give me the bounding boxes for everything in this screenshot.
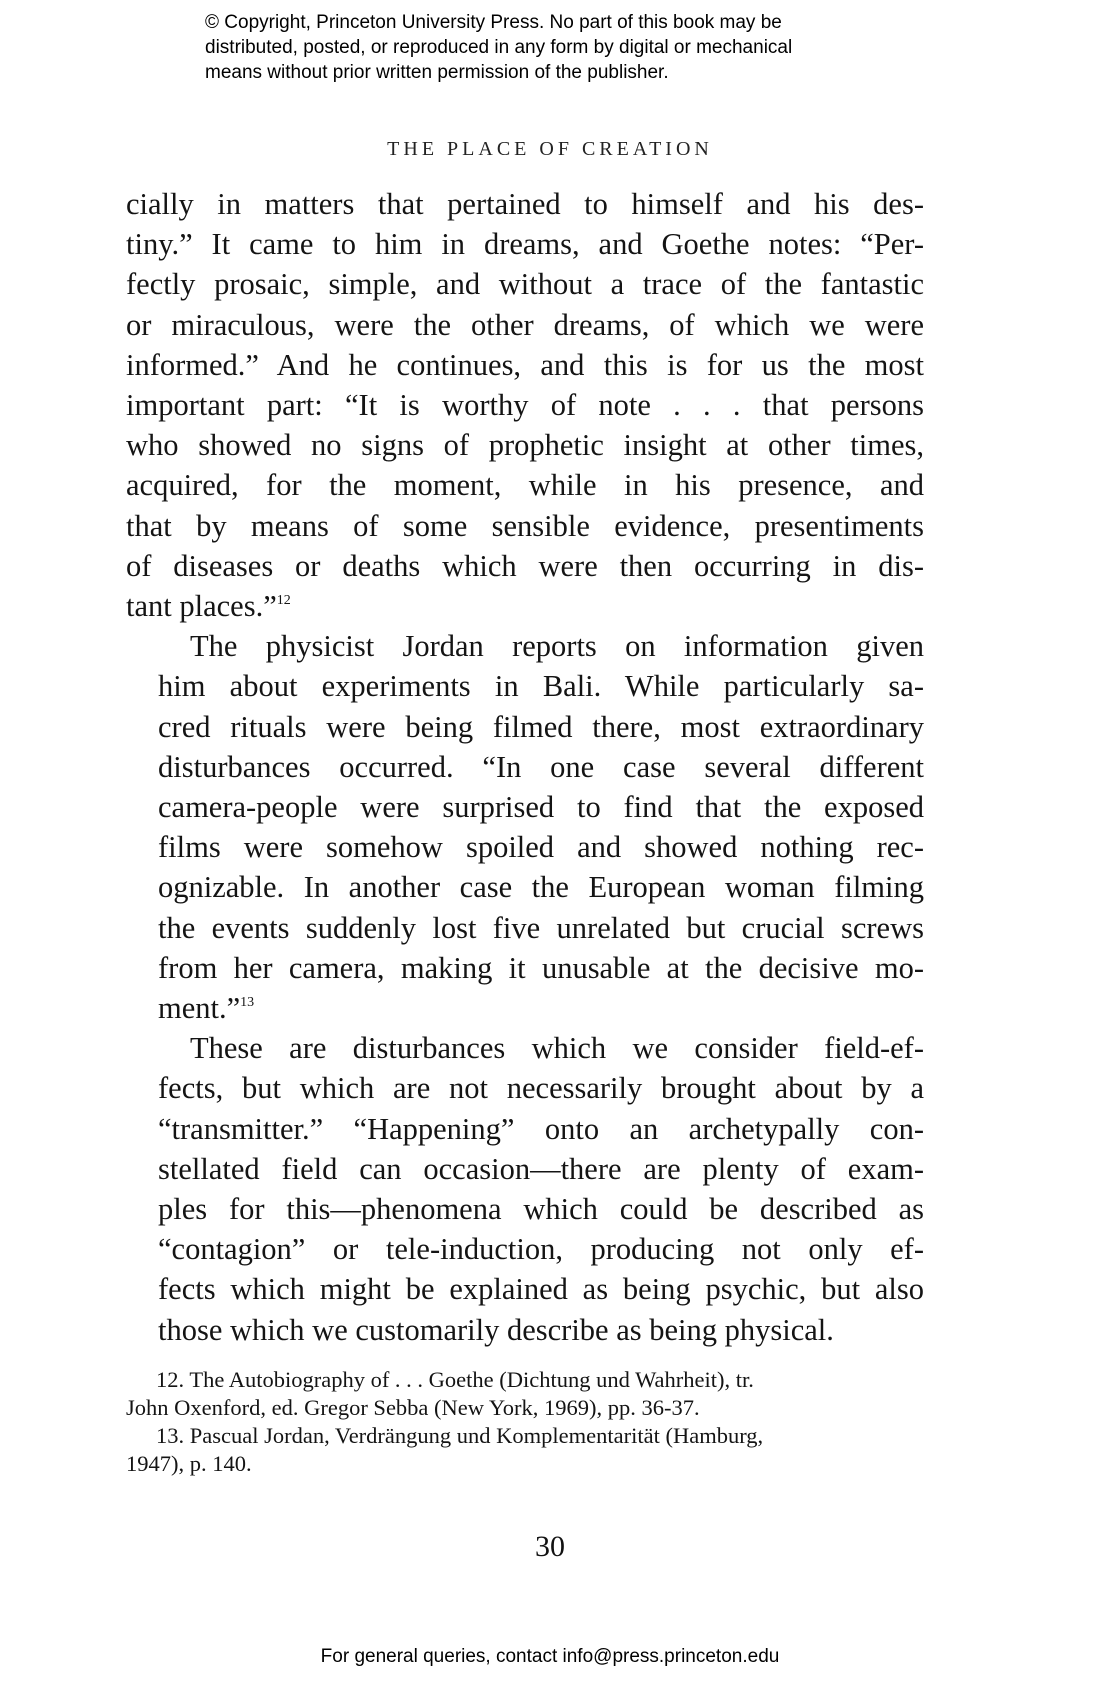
copyright-line: distributed, posted, or reproduced in any form by digital or mechanical — [205, 37, 793, 58]
footnote-ref: 12 — [276, 593, 291, 609]
text-line-content: ment.” — [158, 991, 241, 1026]
text-line: ognizable. In another case the European woman filming — [158, 870, 924, 905]
text-line: that by means of some sensible evidence, presentiments — [126, 508, 924, 543]
text-line: The physicist Jordan reports on information given — [190, 629, 924, 664]
text-line: important part: “It is worthy of note . . . that persons — [126, 388, 924, 423]
text-line — [126, 988, 924, 1028]
footnote-line: 1947), p. 140. — [126, 1451, 252, 1476]
running-head: THE PLACE OF CREATION — [387, 138, 713, 160]
text-line: “contagion” or tele-induction, producing not only ef- — [158, 1232, 924, 1267]
text-line: “transmitter.” “Happening” onto an archetypally con- — [158, 1111, 924, 1146]
text-line: fects, but which are not necessarily brought about by a — [158, 1071, 924, 1106]
footnote — [126, 1422, 924, 1478]
text-line: or miraculous, were the other dreams, of which we were — [126, 307, 924, 342]
text-line: informed.” And he continues, and this is for us the most — [126, 347, 924, 382]
text-line: fectly prosaic, simple, and without a trace of the fantastic — [126, 267, 924, 302]
body-text — [126, 184, 924, 1350]
text-line: cially in matters that pertained to himself and his des- — [126, 187, 924, 221]
page-number: 30 — [535, 1530, 565, 1563]
text-line — [126, 586, 924, 626]
footnote-line: 12. The Autobiography of . . . Goethe (Dichtung und Wahrheit), tr. — [156, 1367, 754, 1392]
text-line: who showed no signs of prophetic insight at other times, — [126, 428, 924, 463]
copyright-line: means without prior written permission of the publisher. — [205, 62, 669, 83]
text-line: disturbances occurred. “In one case several different — [158, 749, 924, 784]
text-line: the events suddenly lost five unrelated but crucial screws — [158, 910, 924, 945]
footer-contact: For general queries, contact info@press.princeton.edu — [320, 1646, 780, 1667]
paragraph — [126, 1028, 924, 1350]
footnote-ref: 13 — [240, 995, 255, 1011]
text-line: acquired, for the moment, while in his presence, and — [126, 468, 924, 503]
footnote — [126, 1366, 924, 1422]
copyright-line: © Copyright, Princeton University Press. No part of this book may be — [205, 12, 782, 33]
text-line: ples for this—phenomena which could be described as — [158, 1192, 924, 1227]
text-line: of diseases or deaths which were then occurring in dis- — [126, 548, 924, 583]
copyright-notice — [205, 10, 965, 85]
paragraph — [126, 626, 924, 1028]
text-line: films were somehow spoiled and showed nothing rec- — [158, 830, 924, 865]
text-line: fects which might be explained as being psychic, but also — [158, 1272, 924, 1307]
text-line-content: tant places.” — [126, 589, 277, 624]
text-line: cred rituals were being filmed there, most extraordinary — [158, 709, 924, 744]
text-line: tiny.” It came to him in dreams, and Goethe notes: “Per- — [126, 227, 924, 262]
paragraph — [126, 184, 924, 626]
text-line: These are disturbances which we consider field-ef- — [190, 1031, 924, 1066]
text-line: from her camera, making it unusable at the decisive mo- — [158, 950, 924, 985]
text-line: those which we customarily describe as being physical. — [158, 1312, 834, 1347]
text-line: camera-people were surprised to find that the exposed — [158, 790, 924, 825]
footnotes — [126, 1366, 924, 1478]
footnote-line: John Oxenford, ed. Gregor Sebba (New York, 1969), pp. 36-37. — [126, 1395, 700, 1420]
text-line: him about experiments in Bali. While particularly sa- — [158, 669, 924, 704]
footnote-line: 13. Pascual Jordan, Verdrängung und Komplementarität (Hamburg, — [156, 1423, 764, 1448]
text-line: stellated field can occasion—there are plenty of exam- — [158, 1151, 924, 1186]
